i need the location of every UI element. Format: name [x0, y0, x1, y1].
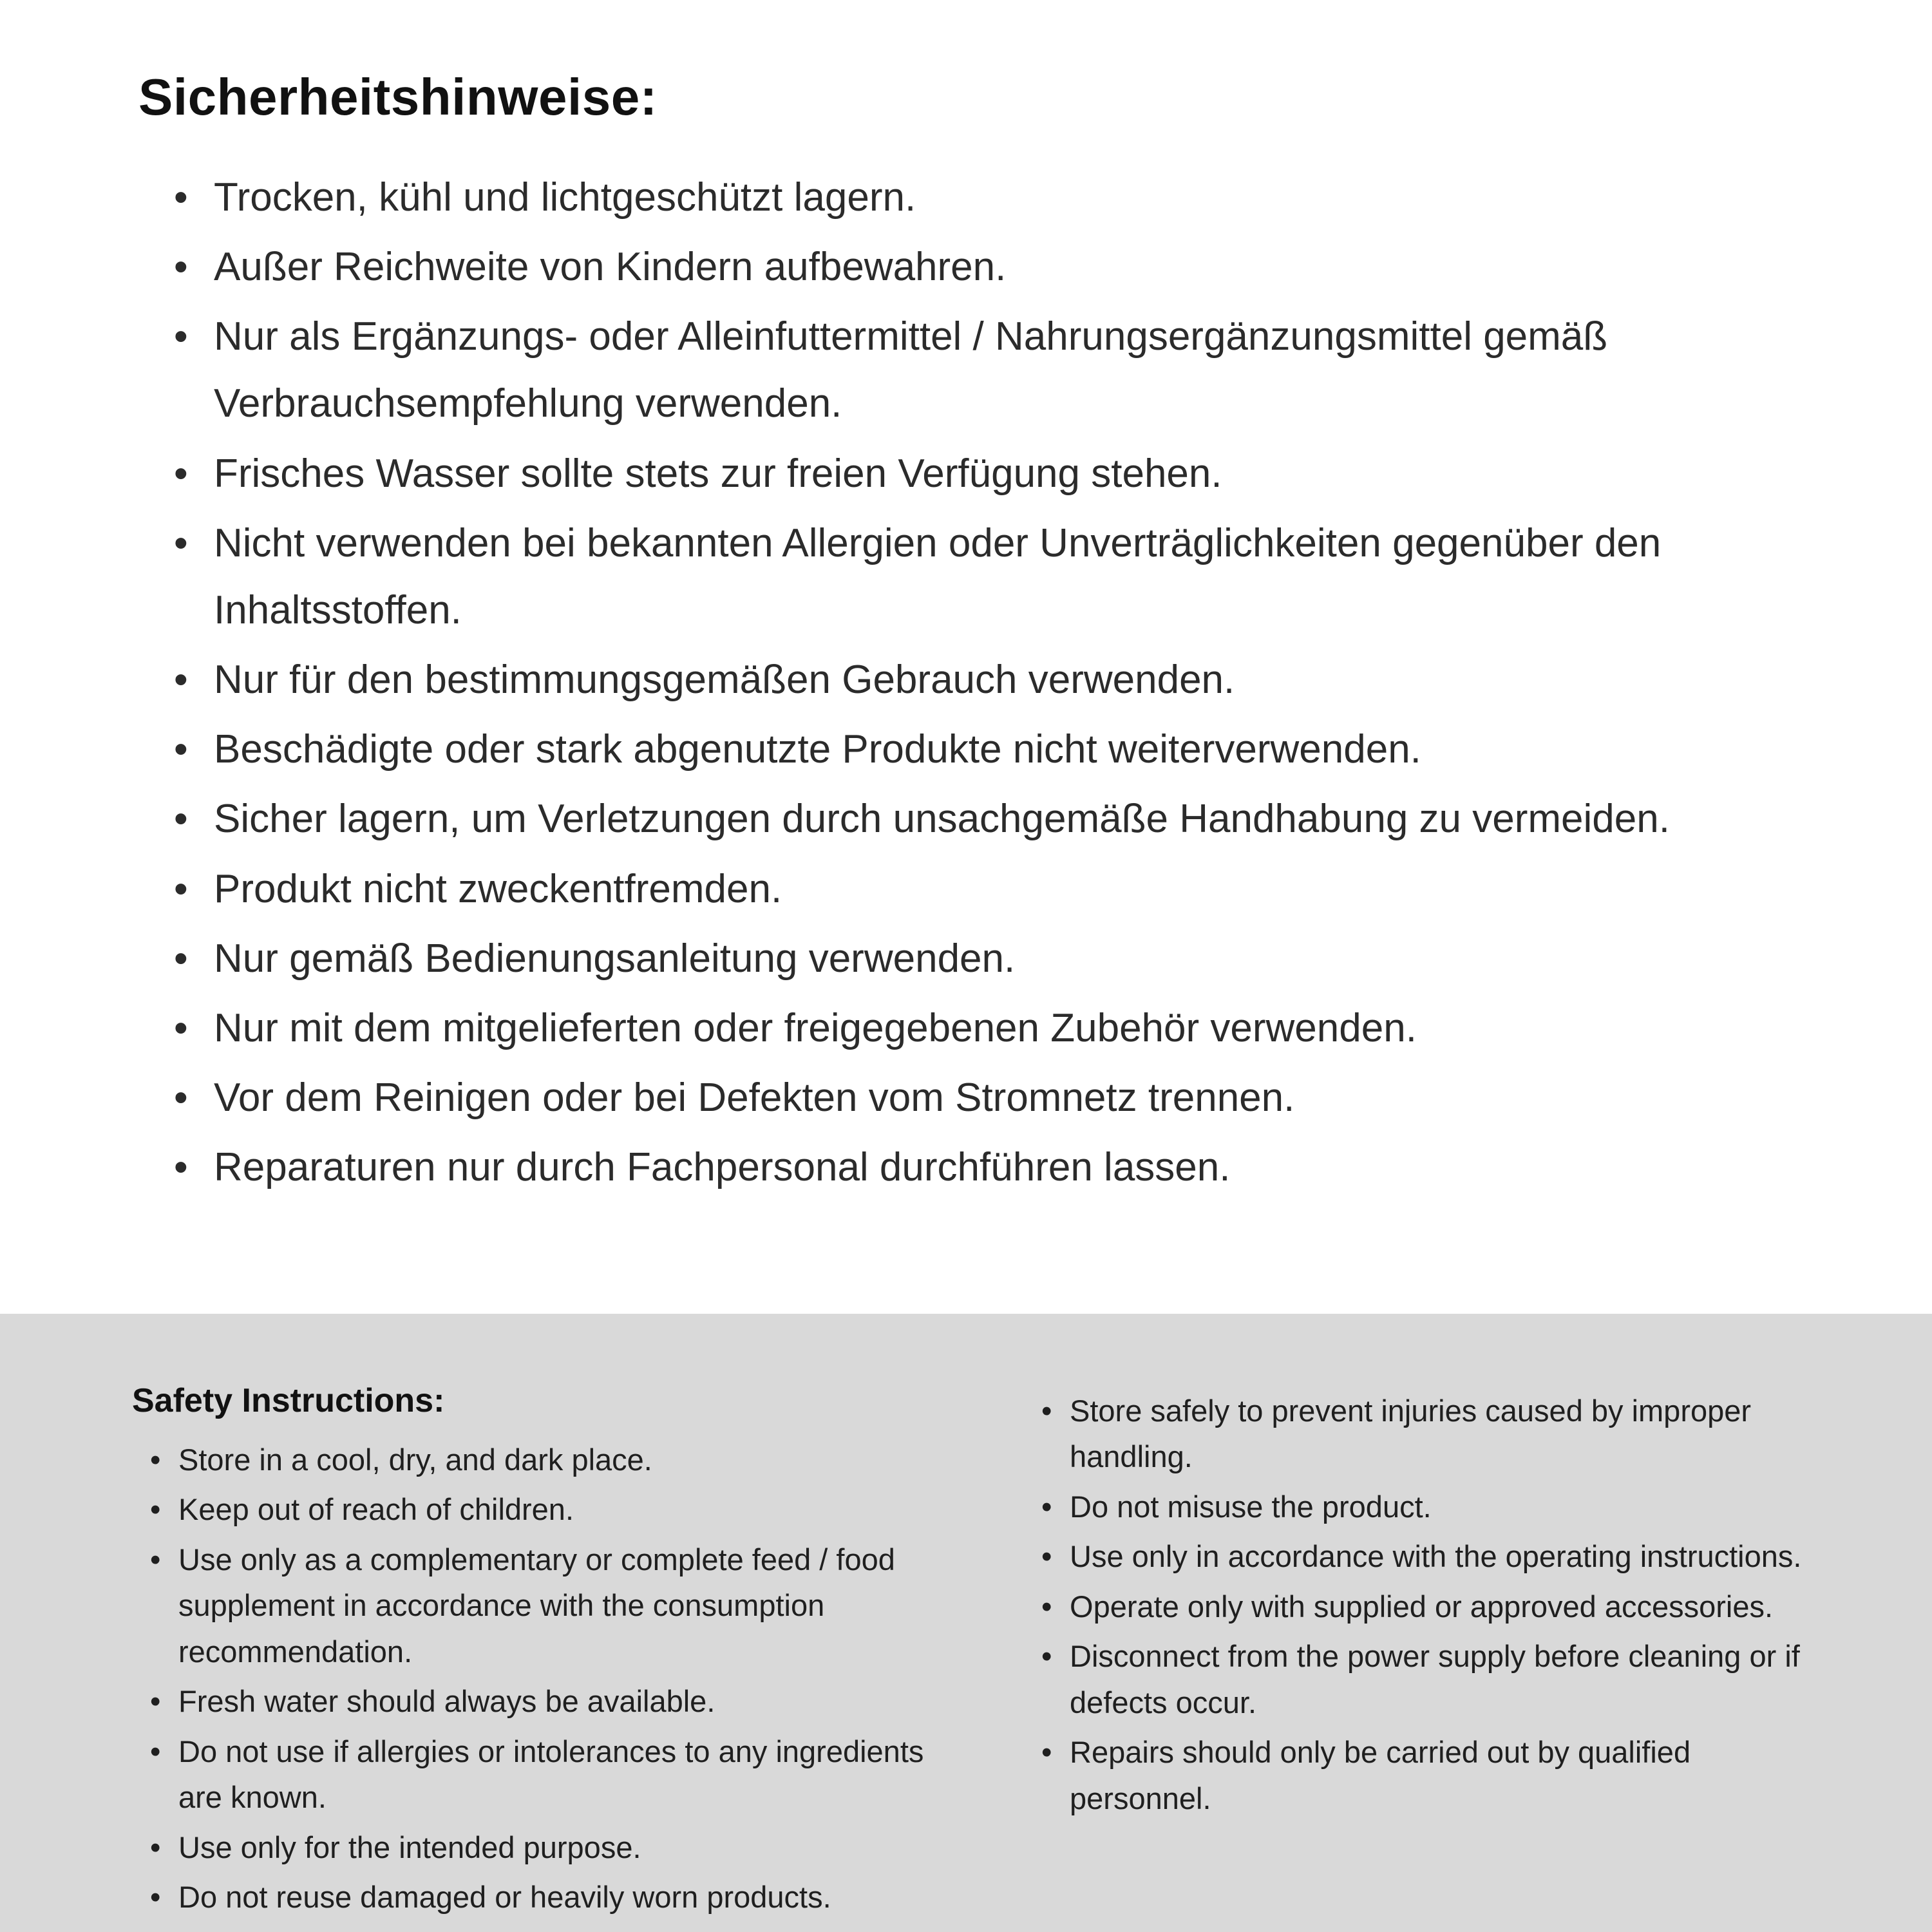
list-item: • Nur mit dem mitgelieferten oder freigegebenen Zubehör verwenden. [174, 995, 1816, 1062]
list-item: • Produkt nicht zweckentfremden. [174, 856, 1816, 923]
list-item: • Sicher lagern, um Verletzungen durch unsachgemäße Handhabung zu vermeiden. [174, 786, 1816, 853]
list-item: • Nur als Ergänzungs- oder Alleinfuttermittel / Nahrungsergänzungsmittel gemäß Verbrauchsempfehlung verwenden. [174, 303, 1816, 437]
list-item: • Store safely to prevent injuries caused by improper handling. [1041, 1388, 1835, 1480]
list-item: • Disconnect from the power supply before cleaning or if defects occur. [1041, 1633, 1835, 1725]
english-right-list [1041, 1388, 1835, 1821]
english-columns [132, 1381, 1835, 1924]
list-item: • Keep out of reach of children. [150, 1486, 971, 1532]
list-item: • Do not reuse damaged or heavily worn products. [150, 1874, 971, 1920]
english-safety-section [0, 1314, 1932, 1932]
english-heading: Safety Instructions: [132, 1382, 445, 1419]
german-bullet-list [174, 164, 1816, 1201]
english-right-column [1041, 1381, 1835, 1924]
english-left-list [150, 1437, 971, 1920]
list-item: • Nur gemäß Bedienungsanleitung verwenden. [174, 925, 1816, 992]
list-item: • Use only in accordance with the operating instructions. [1041, 1533, 1835, 1579]
list-item: • Repairs should only be carried out by qualified personnel. [1041, 1729, 1835, 1821]
list-item: • Use only as a complementary or complete feed / food supplement in accordance with the consumption recommendation. [150, 1537, 971, 1674]
list-item: • Use only for the intended purpose. [150, 1824, 971, 1870]
list-item: • Vor dem Reinigen oder bei Defekten vom Stromnetz trennen. [174, 1065, 1816, 1132]
list-item: • Beschädigte oder stark abgenutzte Produkte nicht weiterverwenden. [174, 716, 1816, 783]
list-item: • Do not misuse the product. [1041, 1484, 1835, 1530]
list-item: • Operate only with supplied or approved accessories. [1041, 1584, 1835, 1629]
list-item: • Do not use if allergies or intolerances to any ingredients are known. [150, 1728, 971, 1821]
english-left-column [132, 1381, 971, 1924]
list-item: • Frisches Wasser sollte stets zur freien Verfügung stehen. [174, 440, 1816, 507]
list-item: • Trocken, kühl und lichtgeschützt lagern. [174, 164, 1816, 231]
list-item: • Nicht verwenden bei bekannten Allergien oder Unverträglichkeiten gegenüber den Inhaltsstoffen. [174, 510, 1816, 644]
list-item: • Nur für den bestimmungsgemäßen Gebrauch verwenden. [174, 647, 1816, 714]
list-item: • Außer Reichweite von Kindern aufbewahren. [174, 234, 1816, 301]
list-item: • Store in a cool, dry, and dark place. [150, 1437, 971, 1482]
list-item: • Fresh water should always be available. [150, 1678, 971, 1724]
list-item: • Reparaturen nur durch Fachpersonal durchführen lassen. [174, 1134, 1816, 1201]
german-heading: Sicherheitshinweise: [138, 68, 658, 126]
